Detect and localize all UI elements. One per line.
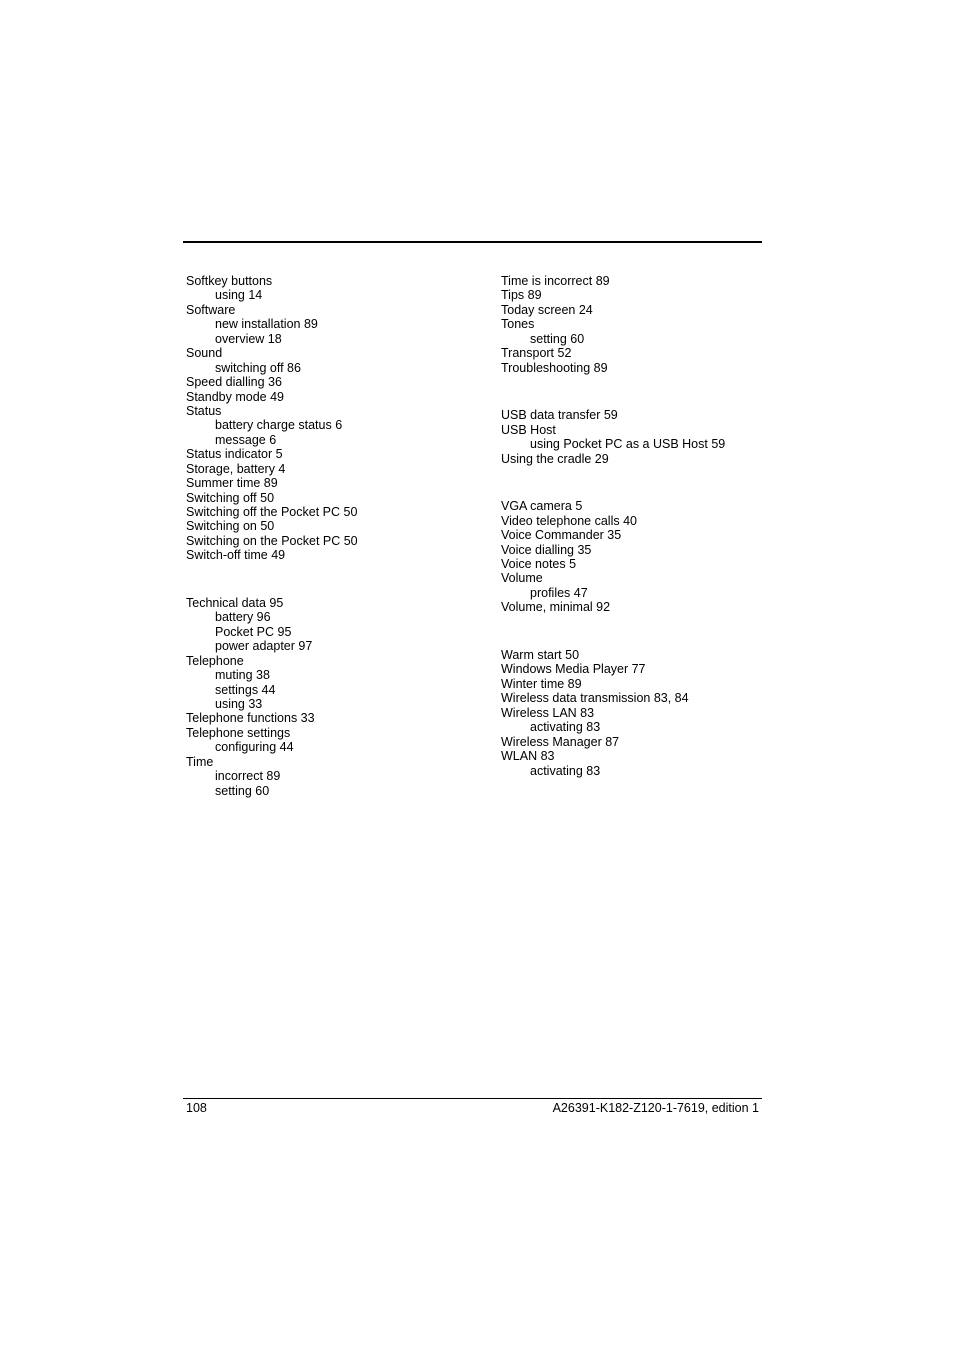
index-entry: Storage, battery 4 (186, 461, 286, 476)
index-entry: Transport 52 (501, 346, 572, 361)
index-entry: Time (186, 754, 214, 769)
index-subentry: power adapter 97 (215, 639, 313, 654)
index-entry: Softkey buttons (186, 274, 273, 288)
index-subentry: incorrect 89 (215, 769, 281, 784)
index-entry: Switching on 50 (186, 519, 275, 534)
index-entry: Winter time 89 (501, 676, 582, 691)
index-entry: Telephone functions 33 (186, 711, 315, 726)
index-entry: Volume, minimal 92 (501, 600, 611, 615)
index-entry: Using the cradle 29 (501, 451, 609, 466)
index-entry: Wireless LAN 83 (501, 705, 595, 720)
index-subentry: overview 18 (215, 331, 282, 346)
index-entry: Video telephone calls 40 (501, 513, 637, 528)
letter-section-gap (501, 466, 725, 499)
index-subentry: battery 96 (215, 610, 271, 625)
index-entry: Sound (186, 346, 223, 361)
index-subentry: activating 83 (530, 720, 601, 735)
index-entry: Windows Media Player 77 (501, 662, 646, 677)
index-subentry: setting 60 (215, 783, 270, 798)
index-subentry: switching off 86 (215, 360, 301, 375)
index-entry: Switch-off time 49 (186, 548, 286, 563)
letter-section-gap (186, 563, 358, 596)
index-subentry: activating 83 (530, 763, 601, 778)
index-entry: WLAN 83 (501, 749, 555, 764)
index-entry: Tones (501, 317, 535, 332)
index-entry: Telephone (186, 653, 244, 668)
index-entry: Technical data 95 (186, 595, 284, 610)
index-subentry: using Pocket PC as a USB Host 59 (530, 437, 726, 452)
index-entry: Wireless Manager 87 (501, 734, 620, 749)
index-entry: Software (186, 302, 236, 317)
index-entry: Troubleshooting 89 (501, 360, 608, 375)
index-entry: Time is incorrect 89 (501, 274, 610, 288)
index-entry: Voice dialling 35 (501, 542, 592, 557)
letter-section-gap (501, 615, 725, 648)
index-entry: Tips 89 (501, 288, 542, 303)
index-subentry: setting 60 (530, 331, 585, 346)
index-subentry: message 6 (215, 432, 277, 447)
index-entry: Status indicator 5 (186, 447, 283, 462)
index-entry: Switching off the Pocket PC 50 (186, 505, 358, 519)
index-subentry: using 33 (215, 697, 263, 712)
index-entry: VGA camera 5 (501, 499, 583, 514)
index-entry: Speed dialling 36 (186, 375, 282, 390)
index-subentry: profiles 47 (530, 585, 588, 600)
index-subentry: using 14 (215, 288, 263, 303)
index-entry: Switching on the Pocket PC 50 (186, 533, 358, 548)
document-id: A26391-K182-Z120-1-7619, edition 1 (552, 1101, 759, 1115)
index-subentry: battery charge status 6 (215, 418, 343, 433)
index-column-right (501, 274, 725, 778)
index-entry: Wireless data transmission 83, 84 (501, 691, 689, 706)
index-entry: Voice Commander 35 (501, 528, 622, 543)
index-entry: USB data transfer 59 (501, 408, 618, 423)
index-subentry: configuring 44 (215, 740, 294, 755)
index-entry: Warm start 50 (501, 648, 580, 663)
letter-section-gap (501, 375, 725, 408)
header-rule (183, 241, 762, 243)
index-entry: Standby mode 49 (186, 389, 284, 404)
index-entry: Voice notes 5 (501, 557, 577, 572)
index-entry: Status (186, 403, 222, 418)
index-entry: Telephone settings (186, 725, 291, 740)
index-entry: USB Host (501, 422, 556, 437)
index-subentry: muting 38 (215, 668, 270, 683)
index-entry: Summer time 89 (186, 476, 278, 491)
index-entry: Today screen 24 (501, 302, 593, 317)
index-column-left (186, 274, 358, 798)
page-number: 108 (186, 1101, 207, 1115)
index-entry: Switching off 50 (186, 490, 275, 505)
index-subentry: new installation 89 (215, 317, 318, 332)
footer-rule (183, 1098, 762, 1099)
index-subentry: settings 44 (215, 682, 276, 697)
index-subentry: Pocket PC 95 (215, 624, 292, 639)
index-entry: Volume (501, 571, 543, 586)
